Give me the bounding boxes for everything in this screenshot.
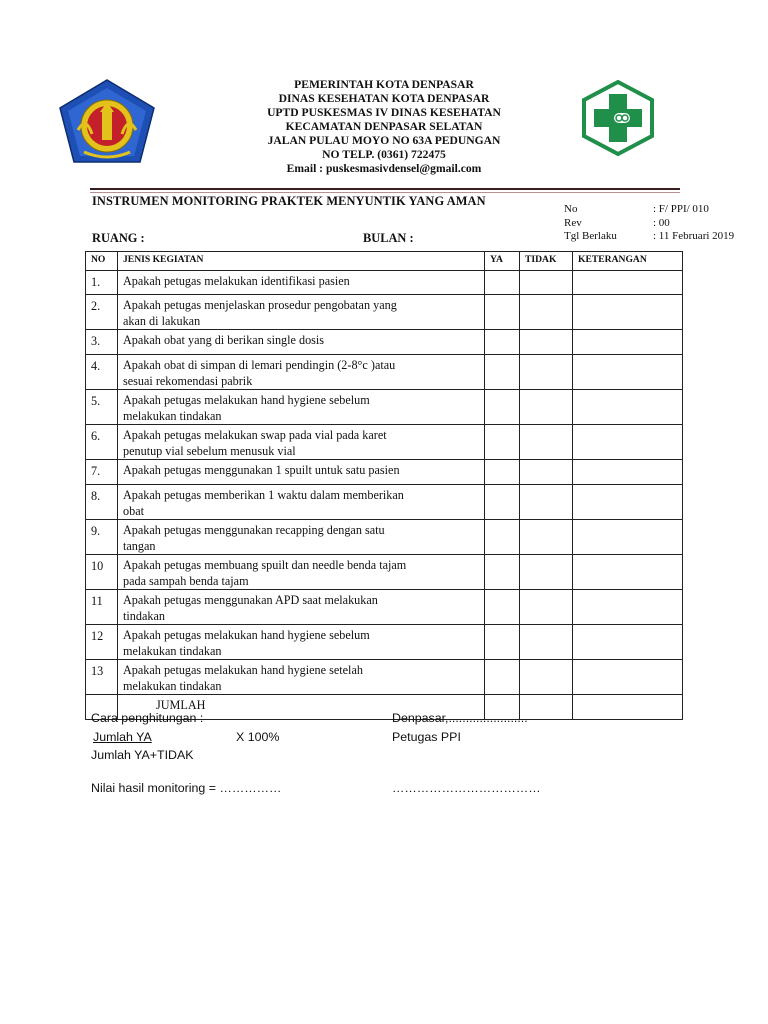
keterangan-cell[interactable]: [573, 295, 683, 330]
activity-cell: [118, 271, 485, 295]
letterhead-line: NO TELP. (0361) 722475: [322, 148, 446, 161]
ya-cell[interactable]: [485, 485, 520, 520]
table-row: [86, 390, 683, 425]
keterangan-cell[interactable]: [573, 590, 683, 625]
meta-row: [564, 203, 734, 217]
activity-text: Apakah petugas menjelaskan prosedur pengobatan yang: [123, 298, 397, 312]
tidak-cell[interactable]: [520, 590, 573, 625]
meta-value: : 00: [653, 216, 670, 229]
denpasar-emblem-logo: [56, 78, 158, 166]
table-row: [86, 625, 683, 660]
row-number: 13: [86, 660, 118, 695]
ya-cell[interactable]: [485, 390, 520, 425]
activity-cell: [118, 425, 485, 460]
activity-text-continued: sesuai rekomendasi pabrik: [123, 374, 253, 388]
table-row: [86, 555, 683, 590]
ya-cell[interactable]: [485, 355, 520, 390]
letterhead-line: DINAS KESEHATAN KOTA DENPASAR: [278, 92, 490, 105]
activity-text: Apakah petugas melakukan hand hygiene setelah: [123, 663, 363, 677]
keterangan-cell[interactable]: [573, 355, 683, 390]
document-meta: [564, 203, 734, 244]
activity-text: Apakah petugas menggunakan recapping dengan satu: [123, 523, 385, 537]
table-row: [86, 295, 683, 330]
header-ya: YA: [485, 252, 520, 271]
row-number: 3.: [86, 330, 118, 355]
letterhead-divider: [90, 188, 680, 190]
row-number: 8.: [86, 485, 118, 520]
row-number: 1.: [86, 271, 118, 295]
tidak-cell[interactable]: [520, 271, 573, 295]
activity-cell: [118, 485, 485, 520]
tidak-cell[interactable]: [520, 485, 573, 520]
meta-label: Tgl Berlaku: [564, 230, 617, 242]
table-row: [86, 460, 683, 485]
tidak-cell[interactable]: [520, 390, 573, 425]
meta-label: Rev: [564, 216, 582, 229]
meta-value: : 11 Februari 2019: [653, 230, 735, 242]
table-row: [86, 355, 683, 390]
letterhead-line: PEMERINTAH KOTA DENPASAR: [294, 78, 474, 91]
activity-text-continued: melakukan tindakan: [123, 679, 222, 693]
ya-cell[interactable]: [485, 520, 520, 555]
tidak-cell[interactable]: [520, 355, 573, 390]
letterhead-line: KECAMATAN DENPASAR SELATAN: [285, 120, 483, 133]
table-row: [86, 425, 683, 460]
tidak-cell[interactable]: [520, 295, 573, 330]
tidak-cell[interactable]: [520, 625, 573, 660]
cara-penghitungan: Cara penghitungan :: [91, 711, 204, 725]
header-tidak: TIDAK: [520, 252, 573, 271]
activity-text: Apakah petugas melakukan swap pada vial pada karet: [123, 428, 387, 442]
letterhead-divider-thin: [90, 192, 680, 193]
activity-text: Apakah petugas melakukan hand hygiene sebelum: [123, 628, 370, 642]
activity-text-continued: tindakan: [123, 609, 165, 623]
monitoring-table: [85, 251, 683, 720]
activity-text: Apakah petugas memberikan 1 waktu dalam memberikan: [123, 488, 404, 502]
table-row: [86, 485, 683, 520]
ya-cell[interactable]: [485, 590, 520, 625]
table-row: [86, 520, 683, 555]
ya-cell[interactable]: [485, 295, 520, 330]
activity-cell: [118, 555, 485, 590]
tidak-cell[interactable]: [520, 460, 573, 485]
place-date: Denpasar,.......................: [392, 711, 528, 725]
activity-cell: [118, 660, 485, 695]
activity-cell: [118, 330, 485, 355]
ya-cell[interactable]: [485, 625, 520, 660]
activity-cell: [118, 520, 485, 555]
header-keterangan: KETERANGAN: [573, 252, 683, 271]
table-row: [86, 660, 683, 695]
formula-denominator: Jumlah YA+TIDAK: [91, 748, 194, 762]
letterhead: [230, 78, 538, 176]
activity-text: Apakah petugas melakukan identifikasi pasien: [123, 274, 350, 288]
ruang-label: RUANG :: [92, 231, 145, 245]
activity-text: Apakah obat di simpan di lemari pendingin (2-8°c )atau: [123, 358, 396, 372]
activity-text-continued: pada sampah benda tajam: [123, 574, 249, 588]
keterangan-cell[interactable]: [573, 555, 683, 590]
activity-text-continued: melakukan tindakan: [123, 644, 222, 658]
activity-cell: [118, 625, 485, 660]
meta-row: [564, 230, 734, 244]
activity-text: Apakah obat yang di berikan single dosis: [123, 333, 325, 347]
keterangan-cell[interactable]: [573, 695, 683, 720]
ya-cell[interactable]: [485, 555, 520, 590]
tidak-cell[interactable]: [520, 330, 573, 355]
table-row: [86, 590, 683, 625]
keterangan-cell[interactable]: [573, 485, 683, 520]
table-row: [86, 330, 683, 355]
activity-cell: [118, 460, 485, 485]
keterangan-cell[interactable]: [573, 271, 683, 295]
bulan-label: BULAN :: [363, 231, 414, 245]
activity-text: Apakah petugas menggunakan APD saat melakukan: [123, 593, 378, 607]
activity-cell: [118, 295, 485, 330]
keterangan-cell[interactable]: [573, 390, 683, 425]
tidak-cell[interactable]: [520, 425, 573, 460]
letterhead-line: UPTD PUSKESMAS IV DINAS KESEHATAN: [267, 106, 501, 119]
tidak-cell[interactable]: [520, 660, 573, 695]
activity-text: JUMLAH: [156, 698, 206, 712]
activity-text: Apakah petugas menggunakan 1 spuilt untuk satu pasien: [123, 463, 400, 477]
table-row: [86, 271, 683, 295]
signature-line: ………………………………: [392, 781, 541, 795]
keterangan-cell[interactable]: [573, 625, 683, 660]
header-jenis-kegiatan: JENIS KEGIATAN: [118, 252, 485, 271]
activity-text-continued: obat: [123, 504, 144, 518]
row-number: 11: [86, 590, 118, 625]
ya-cell[interactable]: [485, 330, 520, 355]
row-number: 4.: [86, 355, 118, 390]
keterangan-cell[interactable]: [573, 660, 683, 695]
keterangan-cell[interactable]: [573, 520, 683, 555]
ya-cell[interactable]: [485, 271, 520, 295]
activity-cell: [118, 390, 485, 425]
activity-cell: [118, 590, 485, 625]
ya-cell[interactable]: [485, 660, 520, 695]
nilai-hasil-monitoring: Nilai hasil monitoring = ……………: [91, 781, 282, 795]
puskesmas-logo: [580, 80, 656, 156]
activity-cell: [118, 355, 485, 390]
activity-text: Apakah petugas membuang spuilt dan needle benda tajam: [123, 558, 407, 572]
tidak-cell[interactable]: [520, 520, 573, 555]
row-number: 9.: [86, 520, 118, 555]
tidak-cell[interactable]: [520, 555, 573, 590]
row-number: 5.: [86, 390, 118, 425]
activity-text-continued: penutup vial sebelum menusuk vial: [123, 444, 296, 458]
document-title: INSTRUMEN MONITORING PRAKTEK MENYUNTIK YANG AMAN: [92, 194, 486, 208]
ya-cell[interactable]: [485, 460, 520, 485]
row-number: 12: [86, 625, 118, 660]
signatory-title: Petugas PPI: [392, 730, 461, 744]
formula-multiplier: X 100%: [236, 730, 280, 744]
letterhead-line: JALAN PULAU MOYO NO 63A PEDUNGAN: [267, 134, 501, 147]
activity-text-continued: melakukan tindakan: [123, 409, 222, 423]
row-number: 7.: [86, 460, 118, 485]
row-number: 2.: [86, 295, 118, 330]
keterangan-cell[interactable]: [573, 330, 683, 355]
table-header-row: [86, 252, 683, 271]
keterangan-cell[interactable]: [573, 425, 683, 460]
keterangan-cell[interactable]: [573, 460, 683, 485]
activity-text-continued: tangan: [123, 539, 156, 553]
activity-text-continued: akan di lakukan: [123, 314, 201, 328]
letterhead-email: Email : puskesmasivdensel@gmail.com: [286, 162, 482, 175]
formula-numerator: Jumlah YA: [93, 730, 152, 744]
meta-row: [564, 217, 734, 231]
header-no: NO: [86, 252, 118, 271]
meta-label: No: [564, 203, 578, 215]
row-number: 10: [86, 555, 118, 590]
activity-text: Apakah petugas melakukan hand hygiene sebelum: [123, 393, 370, 407]
meta-value: : F/ PPI/ 010: [653, 203, 709, 215]
row-number: 6.: [86, 425, 118, 460]
ya-cell[interactable]: [485, 425, 520, 460]
